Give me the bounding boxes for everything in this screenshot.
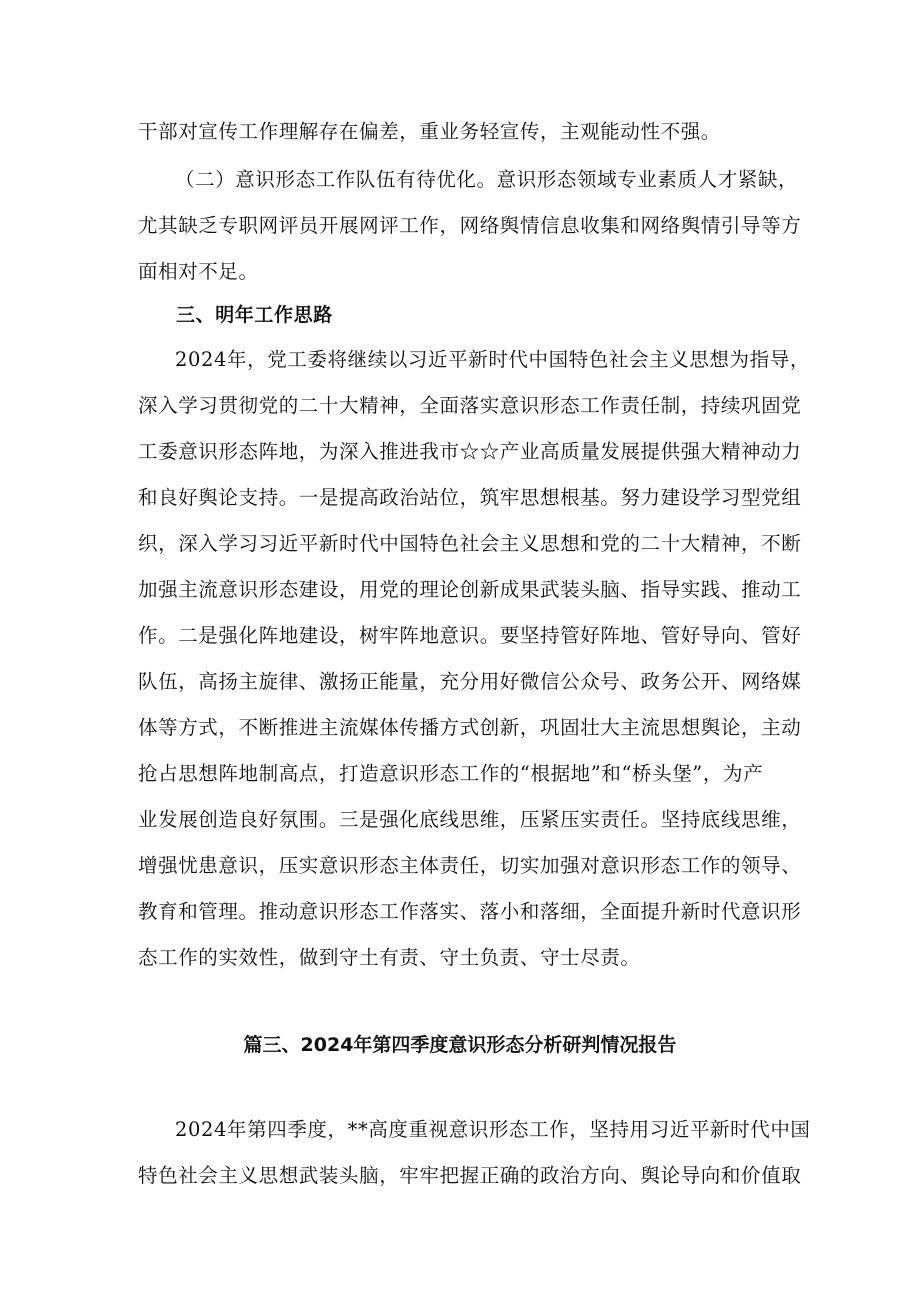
document-title: 篇三、2024年第四季度意识形态分析研判情况报告 — [243, 1034, 677, 1056]
paragraph-line: 增强忧患意识，压实意识形态主体责任，切实加强对意识形态工作的领导、 — [138, 854, 802, 877]
paragraph-line: 特色社会主义思想武装头脑，牢牢把握正确的政治方向、舆论导向和价值取 — [138, 1164, 802, 1187]
paragraph-line: （二）意识形态工作队伍有待优化。意识形态领域专业素质人才紧缺， — [175, 168, 799, 191]
paragraph-line: 态工作的实效性，做到守土有责、守土负责、守士尽责。 — [138, 946, 641, 969]
paragraph-line: 面相对不足。 — [138, 260, 259, 283]
paragraph-line: 尤其缺乏专职网评员开展网评工作，网络舆情信息收集和网络舆情引导等方 — [138, 214, 802, 237]
paragraph-line: 2024年第四季度，**高度重视意识形态工作，坚持用习近平新时代中国 — [175, 1118, 811, 1141]
paragraph-line: 体等方式，不断推进主流媒体传播方式创新，巩固壮大主流思想舆论，主动 — [138, 716, 802, 739]
paragraph-line: 教育和管理。推动意识形态工作落实、落小和落细，全面提升新时代意识形 — [138, 900, 802, 923]
paragraph-line: 队伍，高扬主旋律、激扬正能量，充分用好微信公众号、政务公开、网络媒 — [138, 670, 802, 693]
paragraph-line: 深入学习贯彻党的二十大精神，全面落实意识形态工作责任制，持续巩固党 — [138, 394, 802, 417]
paragraph-line: 抢占思想阵地制高点，打造意识形态工作的“根据地”和“桥头堡”，为产 — [138, 762, 764, 785]
paragraph-line: 2024年，党工委将继续以习近平新时代中国特色社会主义思想为指导， — [175, 348, 810, 371]
paragraph-line: 织，深入学习习近平新时代中国特色社会主义思想和党的二十大精神，不断 — [138, 532, 802, 555]
paragraph-line: 业发展创造良好氛围。三是强化底线思维，压紧压实责任。坚持底线思维， — [138, 808, 802, 831]
paragraph-line: 工委意识形态阵地，为深入推进我市☆☆产业高质量发展提供强大精神动力 — [138, 440, 802, 463]
paragraph-line: 作。二是强化阵地建设，树牢阵地意识。要坚持管好阵地、管好导向、管好 — [138, 624, 802, 647]
paragraph-line: 和良好舆论支持。一是提高政治站位，筑牢思想根基。努力建设学习型党组 — [138, 486, 802, 509]
paragraph-line: 干部对宣传工作理解存在偏差，重业务轻宣传，主观能动性不强。 — [138, 120, 721, 143]
paragraph-line: 加强主流意识形态建设，用党的理论创新成果武装头脑、指导实践、推动工 — [138, 578, 802, 601]
section-heading: 三、明年工作思路 — [176, 304, 333, 326]
